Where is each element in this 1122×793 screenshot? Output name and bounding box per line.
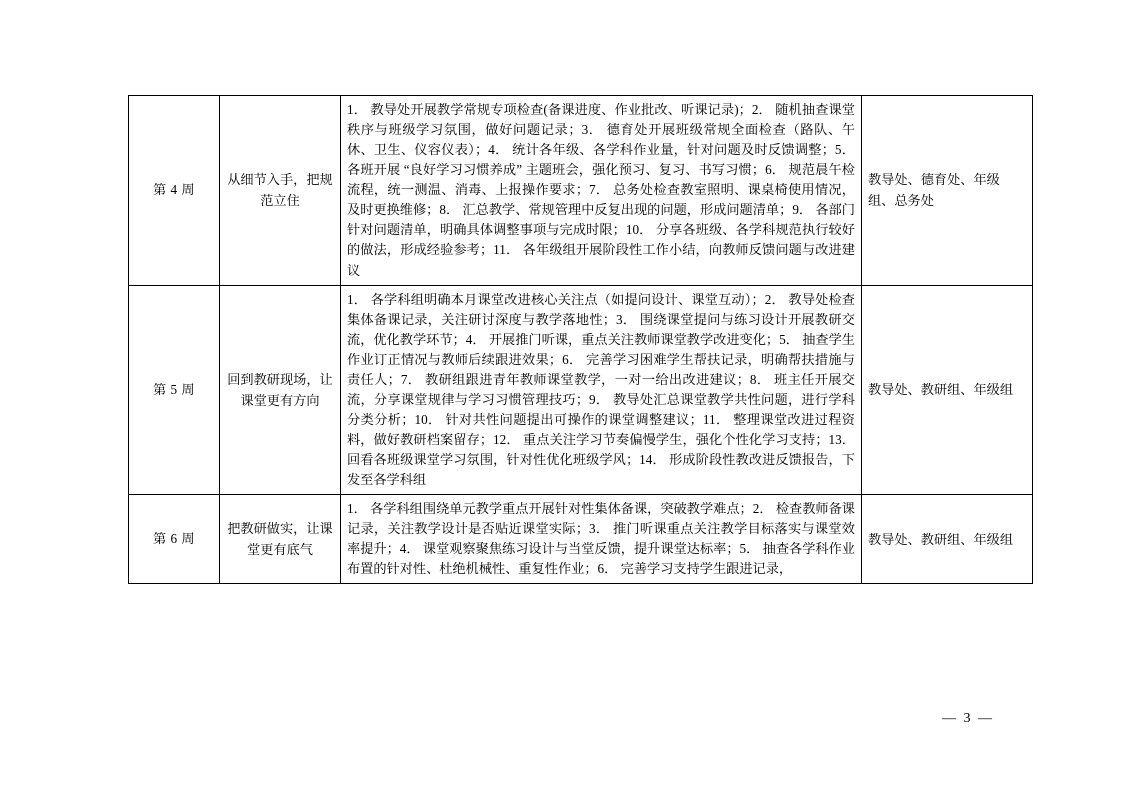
department-cell	[862, 96, 1033, 286]
table-row	[129, 495, 1033, 584]
content-cell	[341, 96, 862, 286]
week-cell	[129, 495, 220, 584]
content-cell	[341, 285, 862, 495]
theme-cell	[220, 285, 341, 495]
department-label: 教导处、教研组、年级组	[868, 382, 1014, 398]
department-label: 教导处、教研组、年级组	[868, 531, 1014, 547]
week-label: 第 5 周	[152, 381, 196, 397]
week-label: 第 4 周	[152, 182, 196, 198]
table-row	[129, 96, 1033, 286]
theme-label: 从细节入手，把规范立住	[227, 172, 333, 209]
content-cell	[341, 495, 862, 584]
theme-cell	[220, 495, 341, 584]
theme-label: 把教研做实，让课堂更有底气	[227, 521, 333, 558]
theme-label: 回到教研现场，让课堂更有方向	[227, 371, 333, 408]
week-cell	[129, 285, 220, 495]
week-label: 第 6 周	[152, 531, 196, 547]
content-text: 1． 教导处开展教学常规专项检查(备课进度、作业批改、听课记录)；2． 随机抽查课堂秩序与班级学习氛围，做好问题记录；3． 德育处开展班级常规全面检查（路队、午休、卫生、仪容仪表）；4． 统计各年级、各学科作业量，针对问题及时反馈调整；5． 各班开展 “良好学习习惯养成” 主题班会，强化预习、复习、书写习惯；6． 规范晨午检流程，统一测温、消毒、上报操作要求；7． 总务处检查教室照明、课桌椅使用情况，及时更换维修；8． 汇总教学、常规管理中反复出现的问题，形成问题清单；9． 各部门针对问题清单，明确具体调整事项与完成时限；10． 分享各班级、各学科规范执行较好的做法，形成经验参考；11． 各年级组开展阶段性工作小结，向教师反馈问题与改进建议	[347, 102, 855, 278]
theme-cell	[220, 96, 341, 286]
table-body	[129, 96, 1033, 584]
department-cell	[862, 495, 1033, 584]
page-number: — 3 —	[942, 711, 994, 726]
week-cell	[129, 96, 220, 286]
table-row	[129, 285, 1033, 495]
work-plan-table	[128, 95, 1033, 584]
department-cell	[862, 285, 1033, 495]
content-text: 1． 各学科组明确本月课堂改进核心关注点（如提问设计、课堂互动）；2． 教导处检查集体备课记录，关注研讨深度与教学落地性；3． 围绕课堂提问与练习设计开展教研交流，优化教学环节；4． 开展推门听课，重点关注教师课堂教学改进变化；5． 抽查学生作业订正情况与教师后续跟进效果；6． 完善学习困难学生帮扶记录，明确帮扶措施与责任人；7． 教研组跟进青年教师课堂教学，一对一给出改进建议；8． 班主任开展交流，分享课堂规律与学习习惯管理技巧；9． 教导处汇总课堂教学共性问题，进行学科分类分析；10． 针对共性问题提出可操作的课堂调整建议；11． 整理课堂改进过程资料，做好教研档案留存；12． 重点关注学习节奏偏慢学生，强化个性化学习支持；13． 回看各班级课堂学习氛围，针对性优化班级学风；14． 形成阶段性教改进反馈报告，下发至各学科组	[347, 291, 855, 488]
department-label: 教导处、德育处、年级组、总务处	[868, 172, 1000, 209]
content-text: 1． 各学科组围绕单元教学重点开展针对性集体备课，突破教学难点；2． 检查教师备课记录，关注教学设计是否贴近课堂实际；3． 推门听课重点关注教学目标落实与课堂效率提升；4． 课堂观察聚焦练习设计与当堂反馈，提升课堂达标率；5． 抽查各学科作业布置的针对性、杜绝机械性、重复性作业；6． 完善学习支持学生跟进记录，	[347, 501, 855, 577]
